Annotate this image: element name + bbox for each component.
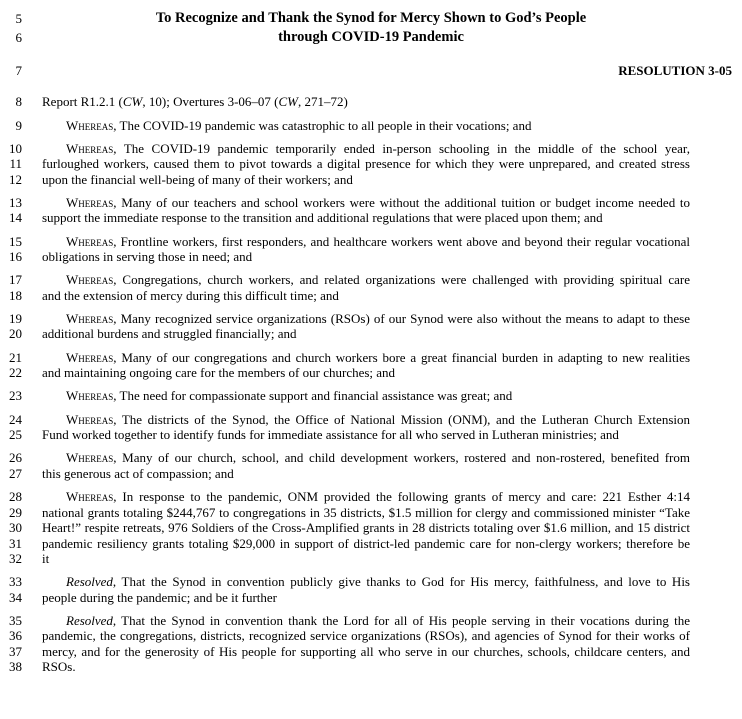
line-number: 31 (9, 536, 22, 551)
text-line: it (42, 551, 50, 566)
line-number: 17 (9, 272, 22, 287)
text-line: this generous act of compassion; and (42, 466, 234, 481)
page-title-line-2: through COVID-19 Pandemic (278, 29, 464, 45)
line-number: 28 (9, 489, 22, 504)
whereas-paragraph-4: Whereas, Frontline workers, first responders, and healthcare workers went above and beyond their regular vocational (66, 234, 690, 249)
line-number: 8 (15, 94, 22, 109)
whereas-paragraph-5: Whereas, Congregations, church workers, and related organizations were challenged with providing spiritual care (66, 272, 690, 287)
text-line: pandemic resiliency grants totaling $29,000 in support of district-led pandemic care for non-clergy workers; therefore be (42, 536, 690, 551)
line-number: 20 (9, 326, 22, 341)
line-number: 22 (9, 365, 22, 380)
text-line: additional burdens and struggled financially; and (42, 326, 297, 341)
text-line: pandemic, the congregations, districts, recognized service organizations (RSOs), and agencies of Synod for their works of (42, 628, 690, 643)
line-number: 35 (9, 613, 22, 628)
whereas-paragraph-6: Whereas, Many recognized service organizations (RSOs) of our Synod were also without the means to adapt to these (66, 311, 690, 326)
line-number: 18 (9, 288, 22, 303)
line-number: 9 (15, 118, 22, 133)
whereas-paragraph-8: Whereas, The need for compassionate support and financial assistance was great; and (66, 388, 513, 403)
text-line: Heart!” respite retreats, 976 Soldiers of the Cross-Amplified grants in 28 districts totaling over $1.6 million, and 15 district (42, 520, 690, 535)
text-line: and the extension of mercy during this difficult time; and (42, 288, 339, 303)
line-number: 15 (9, 234, 22, 249)
line-number: 7 (15, 63, 22, 78)
line-number: 33 (9, 574, 22, 589)
whereas-paragraph-2: Whereas, The COVID-19 pandemic temporarily ended in-person schooling in the middle of the school year, (66, 141, 690, 156)
resolved-paragraph-2: Resolved, That the Synod in convention thank the Lord for all of His people serving in their vocations during the (66, 613, 690, 628)
whereas-paragraph-10: Whereas, Many of our church, school, and child development workers, rostered and non-rostered, benefited from (66, 450, 690, 465)
text-line: Fund worked together to identify funds for immediate assistance for all who served in Lutheran ministries; and (42, 427, 619, 442)
line-number: 6 (15, 30, 22, 45)
line-number: 23 (9, 388, 22, 403)
whereas-paragraph-1: Whereas, The COVID-19 pandemic was catastrophic to all people in their vocations; and (66, 118, 532, 133)
line-number: 14 (9, 210, 22, 225)
text-line: upon the financial well-being of many of their workers; and (42, 172, 353, 187)
line-number: 21 (9, 350, 22, 365)
whereas-paragraph-9: Whereas, The districts of the Synod, the Office of National Mission (ONM), and the Lutheran Church Extension (66, 412, 690, 427)
resolution-number: RESOLUTION 3-05 (618, 63, 732, 78)
line-number: 11 (9, 156, 22, 171)
line-number: 10 (9, 141, 22, 156)
text-line: support the immediate response to the transition and additional regulations that were placed upon them; and (42, 210, 603, 225)
line-number: 24 (9, 412, 22, 427)
page-title: To Recognize and Thank the Synod for Mercy Shown to God’s People (155, 10, 587, 26)
line-number: 30 (9, 520, 22, 535)
text-line: national grants totaling $244,767 to congregations in 35 districts, $1.5 million for clergy and commissioned minister “Take (42, 505, 690, 520)
line-number: 36 (9, 628, 22, 643)
line-number: 38 (9, 659, 22, 674)
line-number: 32 (9, 551, 22, 566)
whereas-paragraph-7: Whereas, Many of our congregations and church workers bore a great financial burden in adapting to new realities (66, 350, 690, 365)
line-number: 12 (9, 172, 22, 187)
line-number: 5 (15, 11, 22, 26)
line-number: 29 (9, 505, 22, 520)
report-reference: Report R1.2.1 (CW, 10); Overtures 3-06–07 (CW, 271–72) (42, 94, 348, 109)
text-line: RSOs. (42, 659, 76, 674)
line-number: 34 (9, 590, 22, 605)
line-number: 25 (9, 427, 22, 442)
text-line: obligations in serving those in need; and (42, 249, 253, 264)
line-number: 19 (9, 311, 22, 326)
line-number: 27 (9, 466, 22, 481)
line-number: 37 (9, 644, 22, 659)
line-number: 13 (9, 195, 22, 210)
text-line: furloughed workers, caused them to pivot towards a digital presence for which they were unprepared, and created stress (42, 156, 690, 171)
resolved-paragraph-1: Resolved, That the Synod in convention publicly give thanks to God for His mercy, faithfulness, and love to His (66, 574, 690, 589)
text-line: mercy, and for the generosity of His people for supporting all who serve in our churches, schools, childcare centers, and (42, 644, 690, 659)
text-line: people during the pandemic; and be it further (42, 590, 278, 605)
line-number: 26 (9, 450, 22, 465)
whereas-paragraph-11: Whereas, In response to the pandemic, ONM provided the following grants of mercy and care: 221 Esther 4:14 (66, 489, 690, 504)
text-line: and maintaining ongoing care for the members of our churches; and (42, 365, 396, 380)
line-number: 16 (9, 249, 22, 264)
whereas-paragraph-3: Whereas, Many of our teachers and school workers were without the additional tuition or budget income needed to (66, 195, 690, 210)
